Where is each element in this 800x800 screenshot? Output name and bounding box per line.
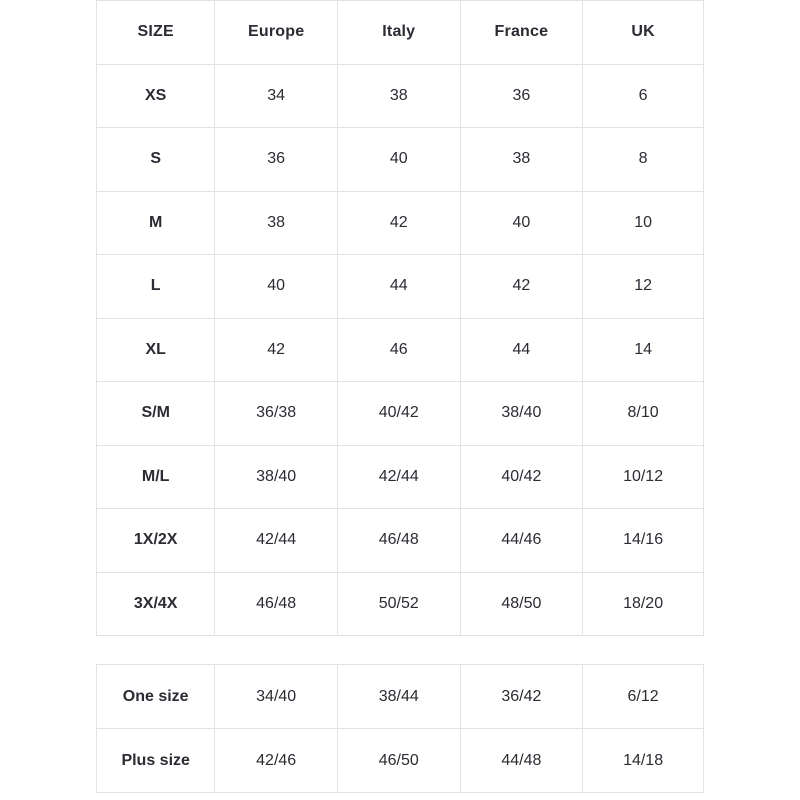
column-header-size: SIZE — [97, 1, 215, 65]
cell-uk: 14/18 — [583, 729, 704, 793]
cell-uk: 10/12 — [583, 445, 704, 509]
cell-size: 1X/2X — [97, 509, 215, 573]
cell-uk: 14/16 — [583, 509, 704, 573]
cell-uk: 18/20 — [583, 572, 704, 636]
table-row — [97, 64, 704, 128]
cell-size: S — [97, 128, 215, 192]
table-row — [97, 128, 704, 192]
cell-size: One size — [97, 665, 215, 729]
cell-europe: 42/46 — [215, 729, 338, 793]
column-header-uk: UK — [583, 1, 704, 65]
cell-size: Plus size — [97, 729, 215, 793]
table-row — [97, 509, 704, 573]
column-header-france: France — [460, 1, 583, 65]
cell-size: 3X/4X — [97, 572, 215, 636]
table-row — [97, 318, 704, 382]
table-row — [97, 445, 704, 509]
table-row — [97, 572, 704, 636]
cell-size: M — [97, 191, 215, 255]
cell-italy: 42/44 — [337, 445, 460, 509]
table-body — [97, 64, 704, 636]
cell-uk: 12 — [583, 255, 704, 319]
cell-italy: 46/48 — [337, 509, 460, 573]
column-header-italy: Italy — [337, 1, 460, 65]
table-gap — [96, 636, 704, 664]
cell-france: 42 — [460, 255, 583, 319]
cell-uk: 14 — [583, 318, 704, 382]
cell-france: 38 — [460, 128, 583, 192]
cell-france: 40 — [460, 191, 583, 255]
cell-europe: 46/48 — [215, 572, 338, 636]
cell-italy: 46/50 — [337, 729, 460, 793]
cell-france: 36/42 — [460, 665, 583, 729]
table-row — [97, 255, 704, 319]
table-row — [97, 665, 704, 729]
cell-europe: 40 — [215, 255, 338, 319]
cell-france: 44 — [460, 318, 583, 382]
cell-italy: 44 — [337, 255, 460, 319]
cell-europe: 34 — [215, 64, 338, 128]
cell-italy: 38/44 — [337, 665, 460, 729]
extra-size-table — [96, 664, 704, 793]
cell-uk: 10 — [583, 191, 704, 255]
table-header — [97, 1, 704, 65]
cell-france: 36 — [460, 64, 583, 128]
cell-france: 44/46 — [460, 509, 583, 573]
cell-europe: 38 — [215, 191, 338, 255]
size-conversion-table — [96, 0, 704, 636]
cell-europe: 42 — [215, 318, 338, 382]
cell-france: 44/48 — [460, 729, 583, 793]
cell-italy: 38 — [337, 64, 460, 128]
cell-europe: 36/38 — [215, 382, 338, 446]
cell-italy: 42 — [337, 191, 460, 255]
column-header-europe: Europe — [215, 1, 338, 65]
cell-italy: 50/52 — [337, 572, 460, 636]
cell-france: 40/42 — [460, 445, 583, 509]
cell-europe: 34/40 — [215, 665, 338, 729]
cell-italy: 46 — [337, 318, 460, 382]
cell-size: XL — [97, 318, 215, 382]
table-row — [97, 729, 704, 793]
cell-france: 38/40 — [460, 382, 583, 446]
cell-italy: 40/42 — [337, 382, 460, 446]
cell-europe: 38/40 — [215, 445, 338, 509]
cell-size: S/M — [97, 382, 215, 446]
extra-table-body — [97, 665, 704, 793]
cell-europe: 42/44 — [215, 509, 338, 573]
cell-uk: 8/10 — [583, 382, 704, 446]
cell-france: 48/50 — [460, 572, 583, 636]
cell-size: M/L — [97, 445, 215, 509]
cell-uk: 8 — [583, 128, 704, 192]
table-row — [97, 382, 704, 446]
table-header-row — [97, 1, 704, 65]
cell-size: XS — [97, 64, 215, 128]
cell-europe: 36 — [215, 128, 338, 192]
cell-italy: 40 — [337, 128, 460, 192]
table-row — [97, 191, 704, 255]
cell-uk: 6 — [583, 64, 704, 128]
cell-uk: 6/12 — [583, 665, 704, 729]
cell-size: L — [97, 255, 215, 319]
